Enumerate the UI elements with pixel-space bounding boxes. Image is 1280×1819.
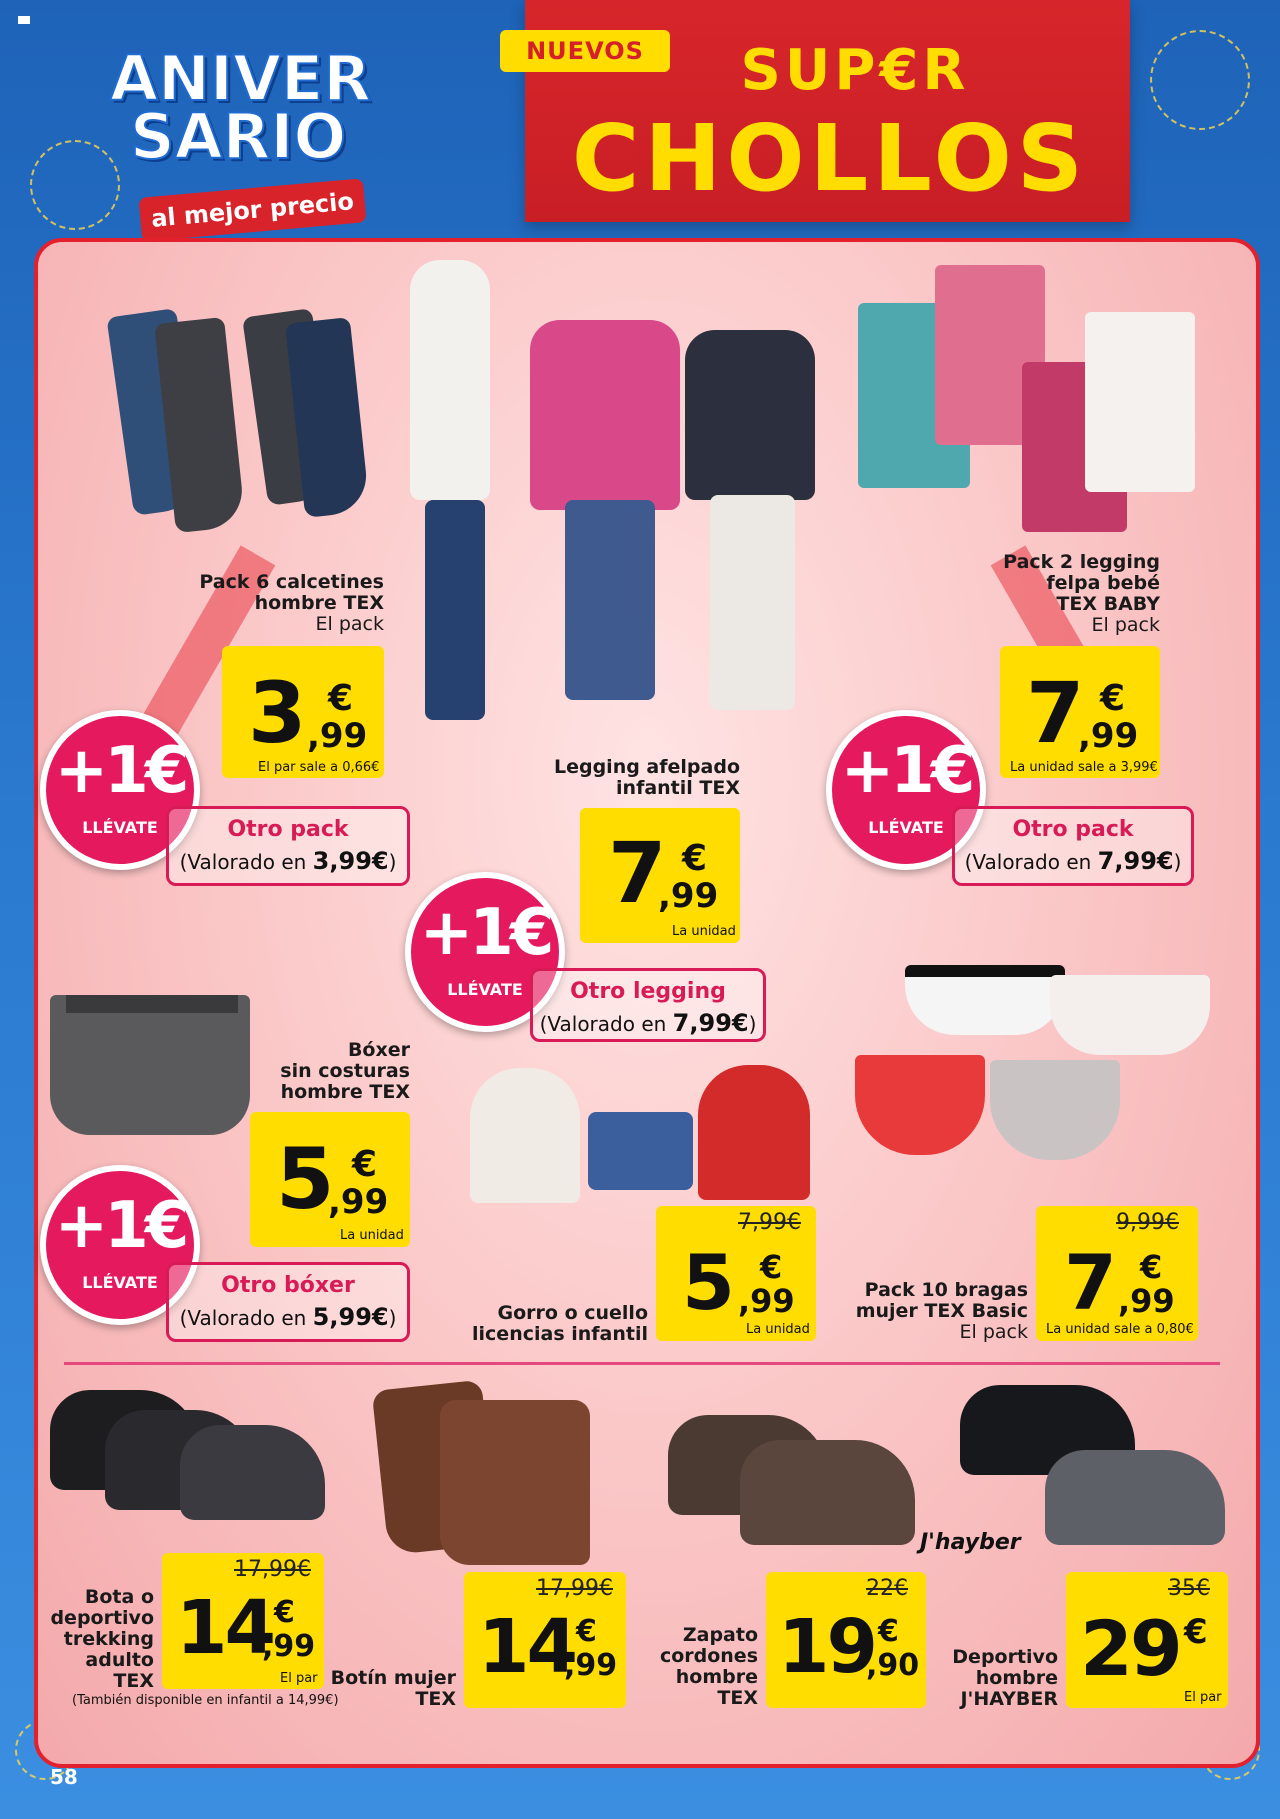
price-decimals: ,99 [262, 1629, 316, 1664]
firework-decoration [1150, 30, 1250, 130]
badge-label: LLÉVATE [82, 818, 158, 837]
bragas-title [840, 1280, 1028, 1343]
price-note: El par sale a 0,66€ [258, 760, 380, 775]
otro-legging-offer [530, 968, 766, 1042]
legging-kids-price-box [580, 808, 740, 943]
price-decimals: ,99 [1078, 716, 1139, 756]
price-integer: 5 [276, 1130, 332, 1228]
title-line: cordones [659, 1645, 758, 1667]
price-decimals: ,99 [738, 1282, 795, 1320]
legging-baby-price-box [1000, 646, 1160, 778]
offer-title: Otro pack [1012, 817, 1134, 842]
price-decimals: ,99 [328, 1182, 389, 1222]
title-line: Legging afelpado [553, 756, 740, 778]
old-price: 22€ [866, 1576, 908, 1601]
price-currency: € [1140, 1248, 1163, 1286]
jhayber-brand: J'hayber [920, 1530, 1021, 1555]
price-note: La unidad sale a 0,80€ [1046, 1322, 1194, 1337]
otro-boxer-offer [166, 1262, 410, 1342]
title-line: TEX [717, 1687, 758, 1709]
price-currency: € [576, 1614, 597, 1649]
old-price: 17,99€ [536, 1576, 613, 1601]
gorro-title [460, 1303, 648, 1345]
boxer-price-box [250, 1112, 410, 1247]
price-decimals: ,90 [866, 1648, 920, 1683]
socks-unit: El pack [315, 613, 384, 635]
bota-price-box [162, 1553, 324, 1689]
model-image [530, 320, 680, 510]
price-note: La unidad sale a 3,99€ [1010, 760, 1158, 775]
price-currency: € [682, 838, 708, 879]
old-price: 17,99€ [234, 1557, 311, 1582]
socks-title [170, 572, 384, 635]
title-line: trekking [63, 1628, 154, 1650]
model-image [410, 260, 490, 500]
valued-price: 5,99€ [312, 1303, 389, 1331]
title-line: Deportivo [952, 1646, 1058, 1668]
title-line: felpa bebé [1046, 572, 1160, 594]
boxer-waistband [66, 995, 238, 1013]
chollos-title: CHOLLOS [571, 105, 1089, 212]
super-title: SUP€R [740, 38, 970, 103]
model-image [710, 495, 795, 710]
title-line: Pack 2 legging [1003, 551, 1160, 573]
title-line: Bota o [84, 1586, 154, 1608]
zapato-title [650, 1625, 758, 1709]
offer-valued [533, 1009, 763, 1037]
price-decimals: ,99 [307, 716, 368, 756]
lace-shoe-image [740, 1440, 915, 1545]
title-line: Pack 10 bragas [864, 1279, 1028, 1301]
offer-title: Otro pack [227, 817, 349, 842]
title-line: Gorro o cuello [497, 1302, 648, 1324]
title-line: TEX BABY [1056, 593, 1160, 615]
valued-price: 7,99€ [672, 1009, 749, 1037]
model-image [685, 330, 815, 500]
firework-decoration [30, 140, 120, 230]
badge-value: +1€ [419, 896, 551, 970]
price-decimals: ,99 [1118, 1282, 1175, 1320]
logo-line-2: SARIO [130, 100, 347, 173]
legging-baby-title [960, 552, 1160, 636]
price-currency: € [328, 678, 354, 719]
boxer-title [240, 1040, 410, 1103]
title-line: Bóxer [347, 1039, 410, 1061]
title-line: Botín mujer [330, 1667, 456, 1689]
spiderman-beanie-image [698, 1065, 810, 1200]
valued-close: ) [388, 850, 397, 874]
price-note: La unidad [746, 1322, 810, 1337]
title-line: deportivo [50, 1607, 154, 1629]
title-line: mujer TEX Basic [855, 1300, 1028, 1322]
valued-text: (Valorado en [964, 850, 1098, 874]
otro-pack-offer [952, 806, 1194, 886]
title-line: adulto [85, 1649, 154, 1671]
botin-title [330, 1668, 456, 1710]
valued-text: (Valorado en [179, 850, 313, 874]
price-integer: 14 [176, 1585, 273, 1671]
page-number: 58 [50, 1765, 78, 1789]
valued-close: ) [1173, 850, 1182, 874]
old-price: 35€ [1168, 1576, 1210, 1601]
badge-value: +1€ [840, 734, 972, 808]
price-integer: 29 [1080, 1604, 1180, 1693]
title-line: J'HAYBER [960, 1688, 1058, 1710]
botin-price-box [464, 1572, 626, 1708]
briefs-image [905, 965, 1065, 1035]
offer-title: Otro bóxer [221, 1273, 355, 1298]
socks-title-line: hombre TEX [254, 592, 384, 614]
offer-valued [169, 1303, 407, 1331]
badge-value: +1€ [54, 1189, 186, 1263]
price-integer: 7 [1064, 1238, 1114, 1327]
bota-availability-note: (También disponible en infantil a 14,99€) [72, 1693, 339, 1708]
socks-title-line: Pack 6 calcetines [199, 571, 384, 593]
price-note: La unidad [672, 924, 736, 939]
model-image [425, 500, 485, 720]
valued-text: (Valorado en [539, 1012, 673, 1036]
price-currency: € [760, 1248, 783, 1286]
legging-kids-title [540, 757, 740, 799]
price-currency: € [1100, 678, 1126, 719]
corner-marker [18, 16, 30, 24]
logo-line-1: ANIVER [110, 42, 372, 115]
price-currency: € [352, 1144, 378, 1185]
title-line: TEX [415, 1688, 456, 1710]
badge-label: LLÉVATE [447, 980, 523, 999]
title-line: hombre [675, 1666, 758, 1688]
unit-label: El pack [1091, 614, 1160, 636]
price-note: El par [1184, 1690, 1222, 1705]
price-integer: 14 [478, 1604, 575, 1690]
old-price: 7,99€ [738, 1210, 801, 1235]
badge-label: LLÉVATE [82, 1273, 158, 1292]
price-integer: 3 [248, 664, 304, 762]
price-currency: € [274, 1595, 295, 1630]
neck-warmer-image [588, 1112, 693, 1190]
price-decimals: ,99 [564, 1648, 618, 1683]
valued-price: 7,99€ [1097, 847, 1174, 875]
badge-value: +1€ [54, 734, 186, 808]
unit-label: El pack [959, 1321, 1028, 1343]
title-line: hombre [975, 1667, 1058, 1689]
offer-valued [955, 847, 1191, 875]
briefs-image [1050, 975, 1210, 1055]
baby-legging-image [1085, 312, 1195, 492]
old-price: 9,99€ [1116, 1210, 1179, 1235]
price-integer: 7 [608, 824, 664, 922]
gorro-price-box [656, 1206, 816, 1341]
price-currency: € [1184, 1612, 1208, 1652]
price-integer: 19 [778, 1604, 875, 1690]
socks-price-box [222, 646, 384, 778]
title-line: infantil TEX [616, 777, 740, 799]
title-line: sin costuras [280, 1060, 410, 1082]
nuevos-tag: NUEVOS [500, 30, 670, 72]
trekking-shoe-image [180, 1425, 325, 1520]
deportivo-title [930, 1647, 1058, 1710]
zapato-price-box [766, 1572, 926, 1708]
offer-title: Otro legging [570, 979, 726, 1004]
price-note: La unidad [340, 1228, 404, 1243]
ankle-boot-image [440, 1400, 590, 1565]
bragas-price-box [1036, 1206, 1198, 1341]
valued-close: ) [388, 1306, 397, 1330]
deportivo-price-box [1066, 1572, 1228, 1708]
section-divider [64, 1362, 1220, 1365]
valued-close: ) [748, 1012, 757, 1036]
price-currency: € [878, 1614, 899, 1649]
price-decimals: ,99 [658, 876, 719, 916]
sneaker-image [1045, 1450, 1225, 1545]
offer-valued [169, 847, 407, 875]
valued-text: (Valorado en [179, 1306, 313, 1330]
price-integer: 7 [1026, 664, 1082, 762]
bota-title [48, 1587, 154, 1692]
beanie-image [470, 1068, 580, 1203]
otro-pack-offer [166, 806, 410, 886]
title-line: TEX [113, 1670, 154, 1692]
price-integer: 5 [682, 1238, 732, 1327]
logo-tagline: al mejor precio [139, 178, 367, 241]
model-image [565, 500, 655, 700]
title-line: licencias infantil [472, 1323, 648, 1345]
boxer-image [50, 995, 250, 1135]
title-line: hombre TEX [280, 1081, 410, 1103]
price-note: El par [280, 1671, 318, 1686]
title-line: Zapato [682, 1624, 758, 1646]
badge-label: LLÉVATE [868, 818, 944, 837]
valued-price: 3,99€ [312, 847, 389, 875]
